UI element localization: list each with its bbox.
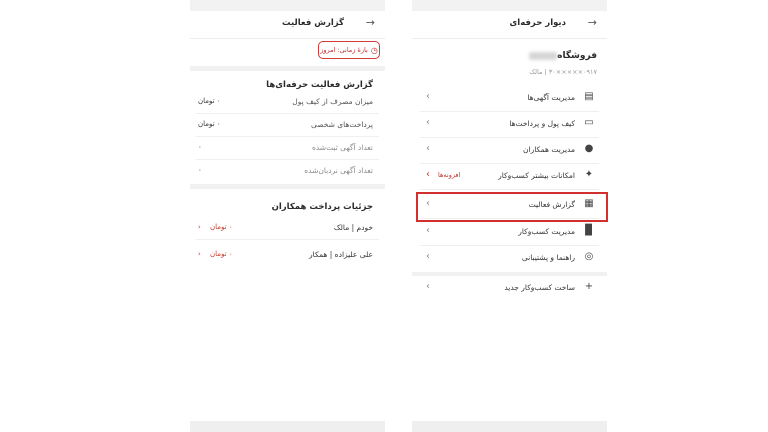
chevron-left-icon: ‹ <box>426 281 430 292</box>
shop-subtitle: ۰۹۱۷×××××۳۰ | مالک <box>529 68 597 76</box>
menu-label: امکانات بیشتر کسب‌وکار <box>498 171 575 180</box>
shop-name <box>526 51 597 61</box>
chevron-left-icon: ‹ <box>198 250 201 258</box>
menu-label: مدیریت همکاران <box>523 145 575 154</box>
lifebuoy-icon: ◎ <box>584 251 594 262</box>
menu-item-colleagues[interactable] <box>420 138 599 164</box>
arrow-right-icon[interactable]: → <box>587 16 597 29</box>
clock-icon: ◷ <box>370 45 378 55</box>
header <box>412 11 607 39</box>
stat-label: تعداد آگهی نردبان‌شده <box>304 166 373 175</box>
stat-row <box>196 138 379 160</box>
chevron-left-icon: ‹ <box>426 169 430 180</box>
chevron-left-icon: ‹ <box>198 223 201 231</box>
stat-label: میزان مصرف از کیف پول <box>292 97 373 106</box>
chip-label: بازهٔ زمانی: امروز <box>320 46 368 54</box>
redacted-text <box>529 52 557 60</box>
stat-label: تعداد آگهی ثبت‌شده <box>311 143 373 152</box>
page-title: گزارش فعالیت <box>282 18 344 28</box>
menu-item-more-features[interactable] <box>420 164 599 190</box>
bottom-bar <box>190 421 385 432</box>
section-title-activity: گزارش فعالیت حرفه‌ای‌ها <box>266 80 373 90</box>
stat-value: ۰ <box>198 143 202 151</box>
status-bar <box>412 0 607 11</box>
colleague-label: علی علیزاده | همکار <box>309 250 373 259</box>
activity-report-highlight <box>416 192 608 222</box>
menu-label: کیف پول و پرداخت‌ها <box>509 119 575 128</box>
chevron-left-icon: ‹ <box>426 198 430 209</box>
chevron-left-icon: ‹ <box>426 143 430 154</box>
stat-label: پرداخت‌های شخصی <box>310 120 373 129</box>
arrow-right-icon[interactable]: → <box>365 16 375 29</box>
chart-icon: ▉ <box>585 225 593 236</box>
calendar-icon: ▦ <box>584 198 594 209</box>
stat-row <box>196 92 379 114</box>
colleague-row[interactable] <box>196 245 379 267</box>
chevron-left-icon: ‹ <box>426 251 430 262</box>
colleague-value: ۰ تومان <box>210 250 233 258</box>
bottom-bar <box>412 421 607 432</box>
activity-report-screen <box>190 0 385 432</box>
person-icon: ● <box>584 143 594 154</box>
menu-item-manage-ads[interactable] <box>420 86 599 112</box>
menu-label: مدیریت آگهی‌ها <box>527 93 575 102</box>
stat-value: ۰ تومان <box>198 97 221 105</box>
menu-label: گزارش فعالیت <box>528 200 575 209</box>
plugins-badge: افزونه‌ها <box>438 171 461 179</box>
card-icon: ▭ <box>584 117 594 128</box>
menu-label: ساخت کسب‌وکار جدید <box>504 283 575 292</box>
stat-value: ۰ <box>198 166 202 174</box>
menu-item-wallet[interactable] <box>420 112 599 138</box>
chevron-left-icon: ‹ <box>426 91 430 102</box>
time-range-chip[interactable] <box>318 41 380 59</box>
divider <box>190 184 385 189</box>
colleague-value: ۰ تومان <box>210 223 233 231</box>
section-title-colleagues: جزئیات پرداخت همکاران <box>271 202 373 212</box>
shop-name-text: فروشگاه <box>557 51 597 61</box>
menu-label: مدیریت کسب‌وکار <box>518 227 575 236</box>
stat-row <box>196 115 379 137</box>
puzzle-icon: ✦ <box>584 169 594 180</box>
chevron-left-icon: ‹ <box>426 117 430 128</box>
status-bar <box>190 0 385 11</box>
menu-label: راهنما و پشتیبانی <box>521 253 575 262</box>
colleague-row[interactable] <box>196 218 379 240</box>
header <box>190 11 385 39</box>
menu-item-business-management[interactable] <box>420 220 599 246</box>
divider <box>190 66 385 71</box>
menu-item-help-support[interactable] <box>420 246 599 272</box>
colleague-label: خودم | مالک <box>333 223 373 232</box>
menu-item-new-business[interactable] <box>420 276 599 302</box>
plus-icon: + <box>584 281 594 292</box>
list-icon: ▤ <box>584 91 594 102</box>
chevron-left-icon: ‹ <box>426 225 430 236</box>
stat-value: ۰ تومان <box>198 120 221 128</box>
page-title: دیوار حرفه‌ای <box>509 18 566 28</box>
stat-row <box>196 161 379 183</box>
